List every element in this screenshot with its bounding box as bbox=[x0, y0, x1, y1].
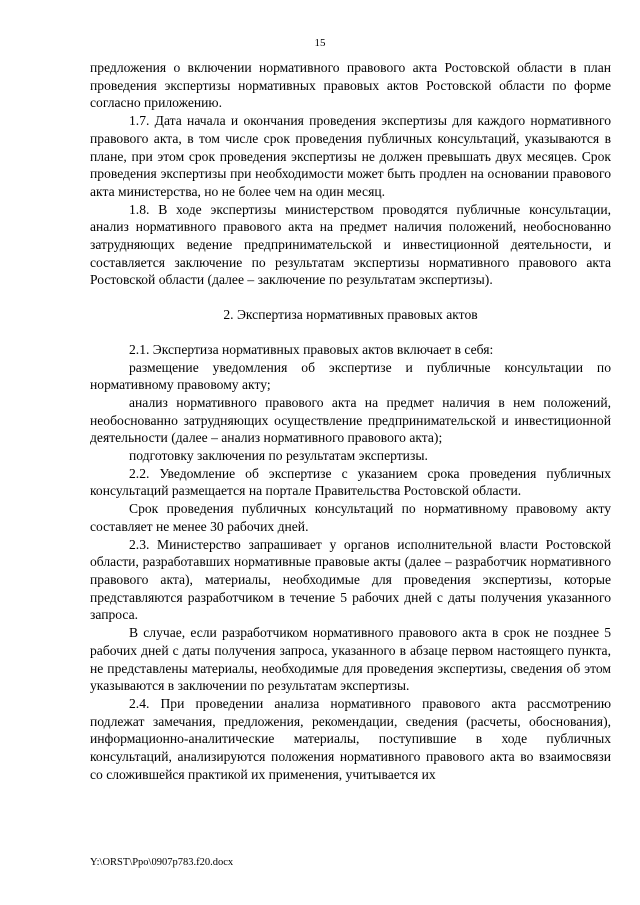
list-item-conclusion: подготовку заключения по результатам экспертизы. bbox=[129, 448, 428, 464]
list-item-notification: размещение уведомления об экспертизе и публичные консультации по нормативному правовому акту; bbox=[90, 359, 611, 393]
list-item-analysis: анализ нормативного правового акта на предмет наличия в нем положений, необоснованно затрудняющих осуществление предпринимательской и инвестиционной деятельности (далее – анализ нормативного правового акта); bbox=[90, 394, 611, 446]
paragraph-continuation: предложения о включении нормативного правового акта Ростовской области в план проведения экспертизы нормативных правовых актов Ростовской области по форме согласно приложению. bbox=[90, 60, 611, 111]
paragraph-developer-failure: В случае, если разработчиком нормативного правового акта в срок не позднее 5 рабочих дней с даты получения запроса, указанного в абзаце первом настоящего пункта, не представлены материалы, необходимые для проведения экспертизы, сведения об этом указываются в заключении по результатам экспертизы. bbox=[90, 625, 611, 694]
paragraph-2-1: 2.1. Экспертиза нормативных правовых актов включает в себя: bbox=[129, 341, 494, 357]
paragraph-2-2: 2.2. Уведомление об экспертизе с указанием срока проведения публичных консультаций размещается на портале Правительства Ростовской области. bbox=[90, 465, 611, 499]
paragraph-1-7: 1.7. Дата начала и окончания проведения экспертизы для каждого нормативного правового акта, в том числе срок проведения публичных консультаций, указываются в плане, при этом срок проведения экспертизы не должен превышать двух месяцев. Срок проведения экспертизы при необходимости может быть продлен на основании правового акта министерства, но не более чем на один месяц. bbox=[90, 113, 611, 199]
page-number: 15 bbox=[314, 37, 326, 49]
paragraph-2-3: 2.3. Министерство запрашивает у органов исполнительной власти Ростовской области, разработавших нормативные правовые акты (далее – разработчик нормативного правового акта), материалы, необходимые для проведения экспертизы, которые представляются разработчиком в течение 5 рабочих дней с даты получения указанного запроса. bbox=[90, 536, 611, 623]
document-body bbox=[90, 59, 611, 783]
section-heading: 2. Экспертиза нормативных правовых актов bbox=[223, 307, 478, 323]
file-path-footer: Y:\ORST\Ppo\0907p783.f20.docx bbox=[90, 857, 234, 868]
paragraph-consultation-term: Срок проведения публичных консультаций по нормативному правовому акту составляет не менее 30 рабочих дней. bbox=[90, 501, 611, 534]
paragraph-1-8: 1.8. В ходе экспертизы министерством проводятся публичные консультации, анализ нормативного правового акта на предмет наличия положений, необоснованно затрудняющих ведение предпринимательской и инвестиционной деятельности, и составляется заключение по результатам экспертизы нормативного правового акта Ростовской области (далее – заключение по результатам экспертизы). bbox=[90, 201, 611, 288]
paragraph-2-4: 2.4. При проведении анализа нормативного правового акта рассмотрению подлежат замечания, предложения, рекомендации, сведения (расчеты, обоснования), информационно-аналитические материалы, поступившие в ходе публичных консультаций, анализируются положения нормативного правового акта во взаимосвязи со сложившейся практикой их применения, учитывается их bbox=[90, 695, 611, 782]
